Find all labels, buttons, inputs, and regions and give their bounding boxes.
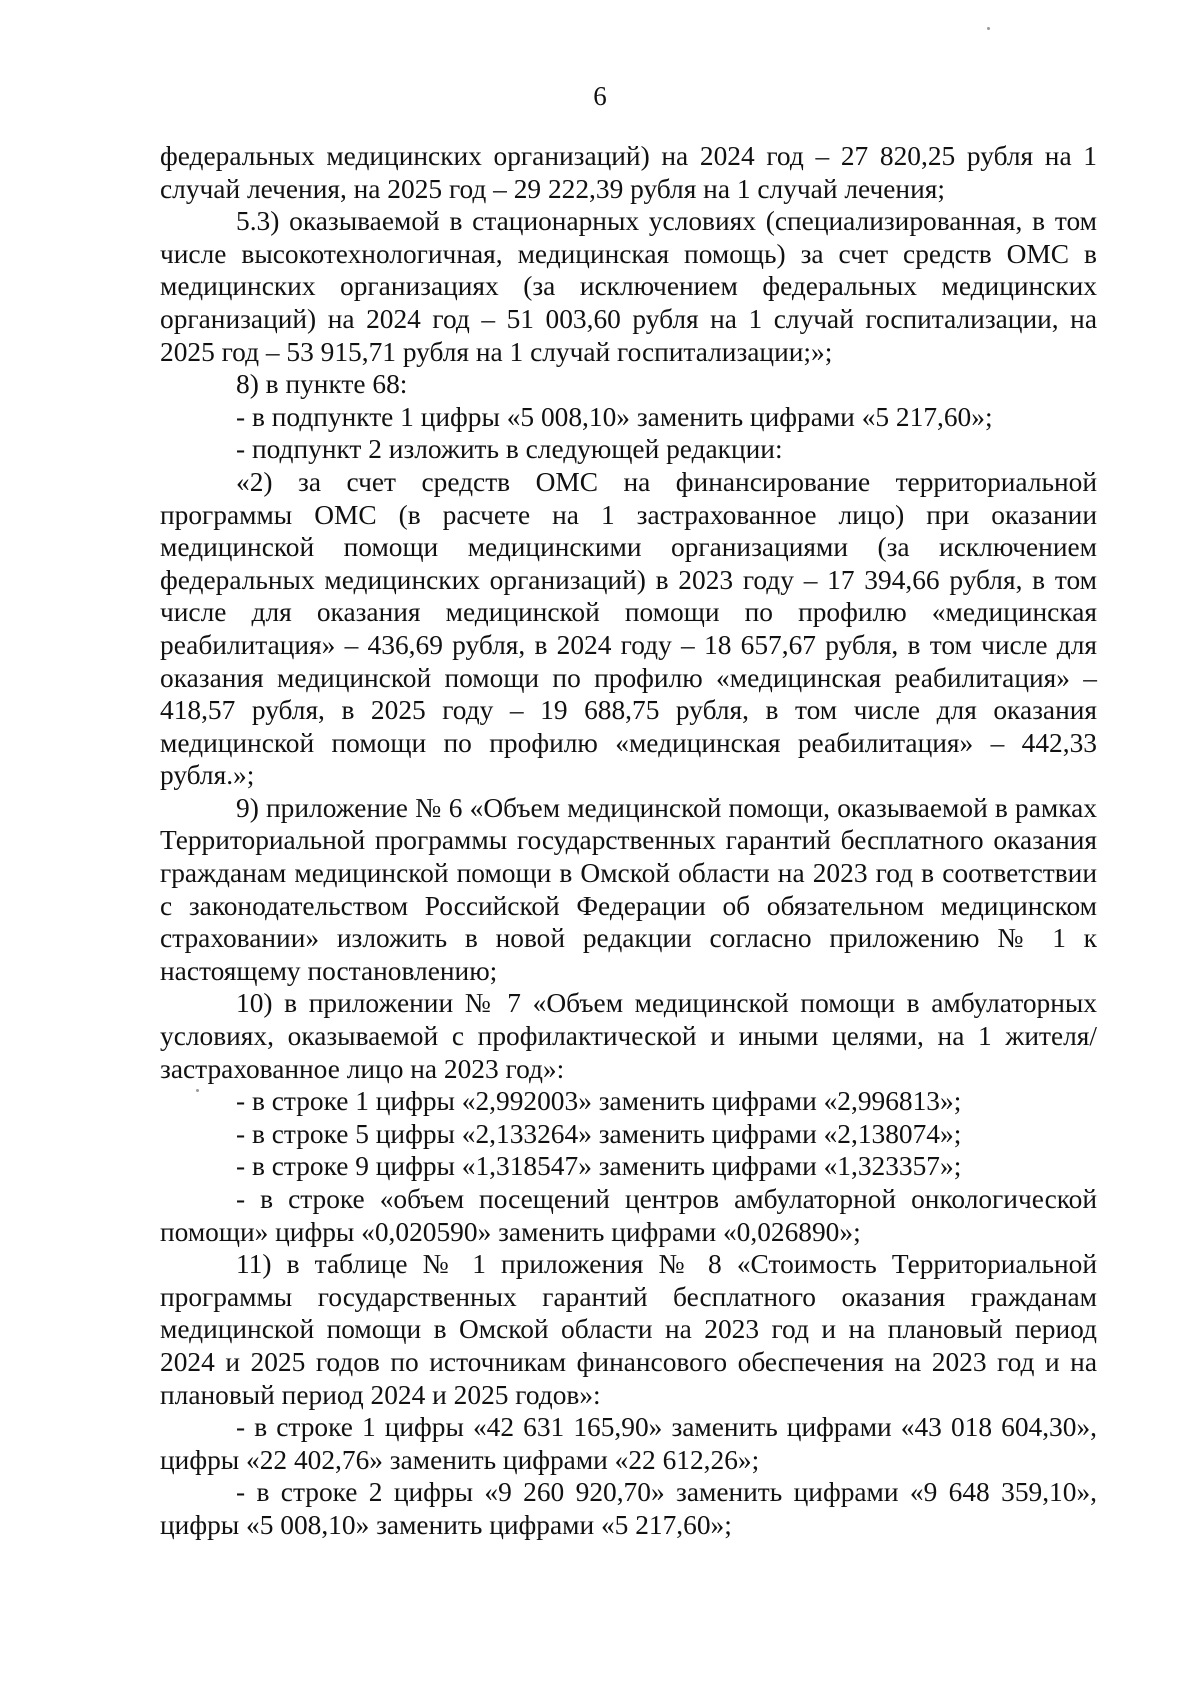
paragraph-item-9: 9) приложение № 6 «Объем медицинской помощи, оказываемой в рамках Территориальной программы государственных гарантий бесплатного оказания гражданам медицинской помощи в Омской области на 2023 год в соответствии с законодательством Российской Федерации об обязательном медицинском страховании» изложить в новой редакции согласно приложению № 1 к настоящему постановлению; xyxy=(160,792,1097,986)
paragraph-subitem-2: - подпункт 2 изложить в следующей редакции: xyxy=(236,434,783,465)
paragraph-row-oncology: - в строке «объем посещений центров амбулаторной онкологической помощи» цифры «0,020590» заменить цифрами «0,026890»; xyxy=(160,1184,1097,1247)
paragraph-continuation: федеральных медицинских организаций) на 2024 год – 27 820,25 рубля на 1 случай лечения, на 2025 год – 29 222,39 рубля на 1 случай лечения; xyxy=(160,141,1097,204)
paragraph-row-9: - в строке 9 цифры «1,318547» заменить цифрами «1,323357»; xyxy=(236,1151,962,1182)
paragraph-table-row-1: - в строке 1 цифры «42 631 165,90» заменить цифрами «43 018 604,30», цифры «22 402,76» заменить цифрами «22 612,26»; xyxy=(160,1412,1097,1475)
document-body xyxy=(160,140,1097,1542)
scan-speck xyxy=(196,1089,199,1092)
paragraph-quoted-subitem-2: «2) за счет средств ОМС на финансирование территориальной программы ОМС (в расчете на 1 застрахованное лицо) при оказании медицинской помощи медицинскими организациями (за исключением федеральных медицинских организаций) в 2023 году – 17 394,66 рубля, в том числе для оказания медицинской помощи по профилю «медицинская реабилитация» – 436,69 рубля, в 2024 году – 18 657,67 рубля, в том числе для оказания медицинской помощи по профилю «медицинская реабилитация» – 418,57 рубля, в 2025 году – 19 688,75 рубля, в том числе для оказания медицинской помощи по профилю «медицинская реабилитация» – 442,33 рубля.»; xyxy=(160,466,1097,791)
paragraph-item-8: 8) в пункте 68: xyxy=(236,369,408,400)
scan-speck xyxy=(987,27,990,30)
paragraph-table-row-2: - в строке 2 цифры «9 260 920,70» заменить цифрами «9 648 359,10», цифры «5 008,10» заменить цифрами «5 217,60»; xyxy=(160,1477,1097,1540)
paragraph-item-10: 10) в приложении № 7 «Объем медицинской помощи в амбулаторных условиях, оказываемой с профилактической и иными целями, на 1 жителя/застрахованное лицо на 2023 год»: xyxy=(160,988,1097,1084)
page-number: 6 xyxy=(593,81,607,111)
paragraph-item-11: 11) в таблице № 1 приложения № 8 «Стоимость Территориальной программы государственных гарантий бесплатного оказания гражданам медицинской помощи в Омской области на 2023 год и на плановый период 2024 и 2025 годов по источникам финансового обеспечения на 2023 год и на плановый период 2024 и 2025 годов»: xyxy=(160,1249,1097,1410)
paragraph-row-5: - в строке 5 цифры «2,133264» заменить цифрами «2,138074»; xyxy=(236,1118,962,1149)
paragraph-subitem-1: - в подпункте 1 цифры «5 008,10» заменить цифрами «5 217,60»; xyxy=(236,401,993,432)
paragraph-item-5-3: 5.3) оказываемой в стационарных условиях (специализированная, в том числе высокотехнологичная, медицинская помощь) за счет средств ОМС в медицинских организациях (за исключением федеральных медицинских организаций) на 2024 год – 51 003,60 рубля на 1 случай госпитализации, на 2025 год – 53 915,71 рубля на 1 случай госпитализации;»; xyxy=(160,206,1097,367)
paragraph-row-1: - в строке 1 цифры «2,992003» заменить цифрами «2,996813»; xyxy=(236,1086,962,1117)
